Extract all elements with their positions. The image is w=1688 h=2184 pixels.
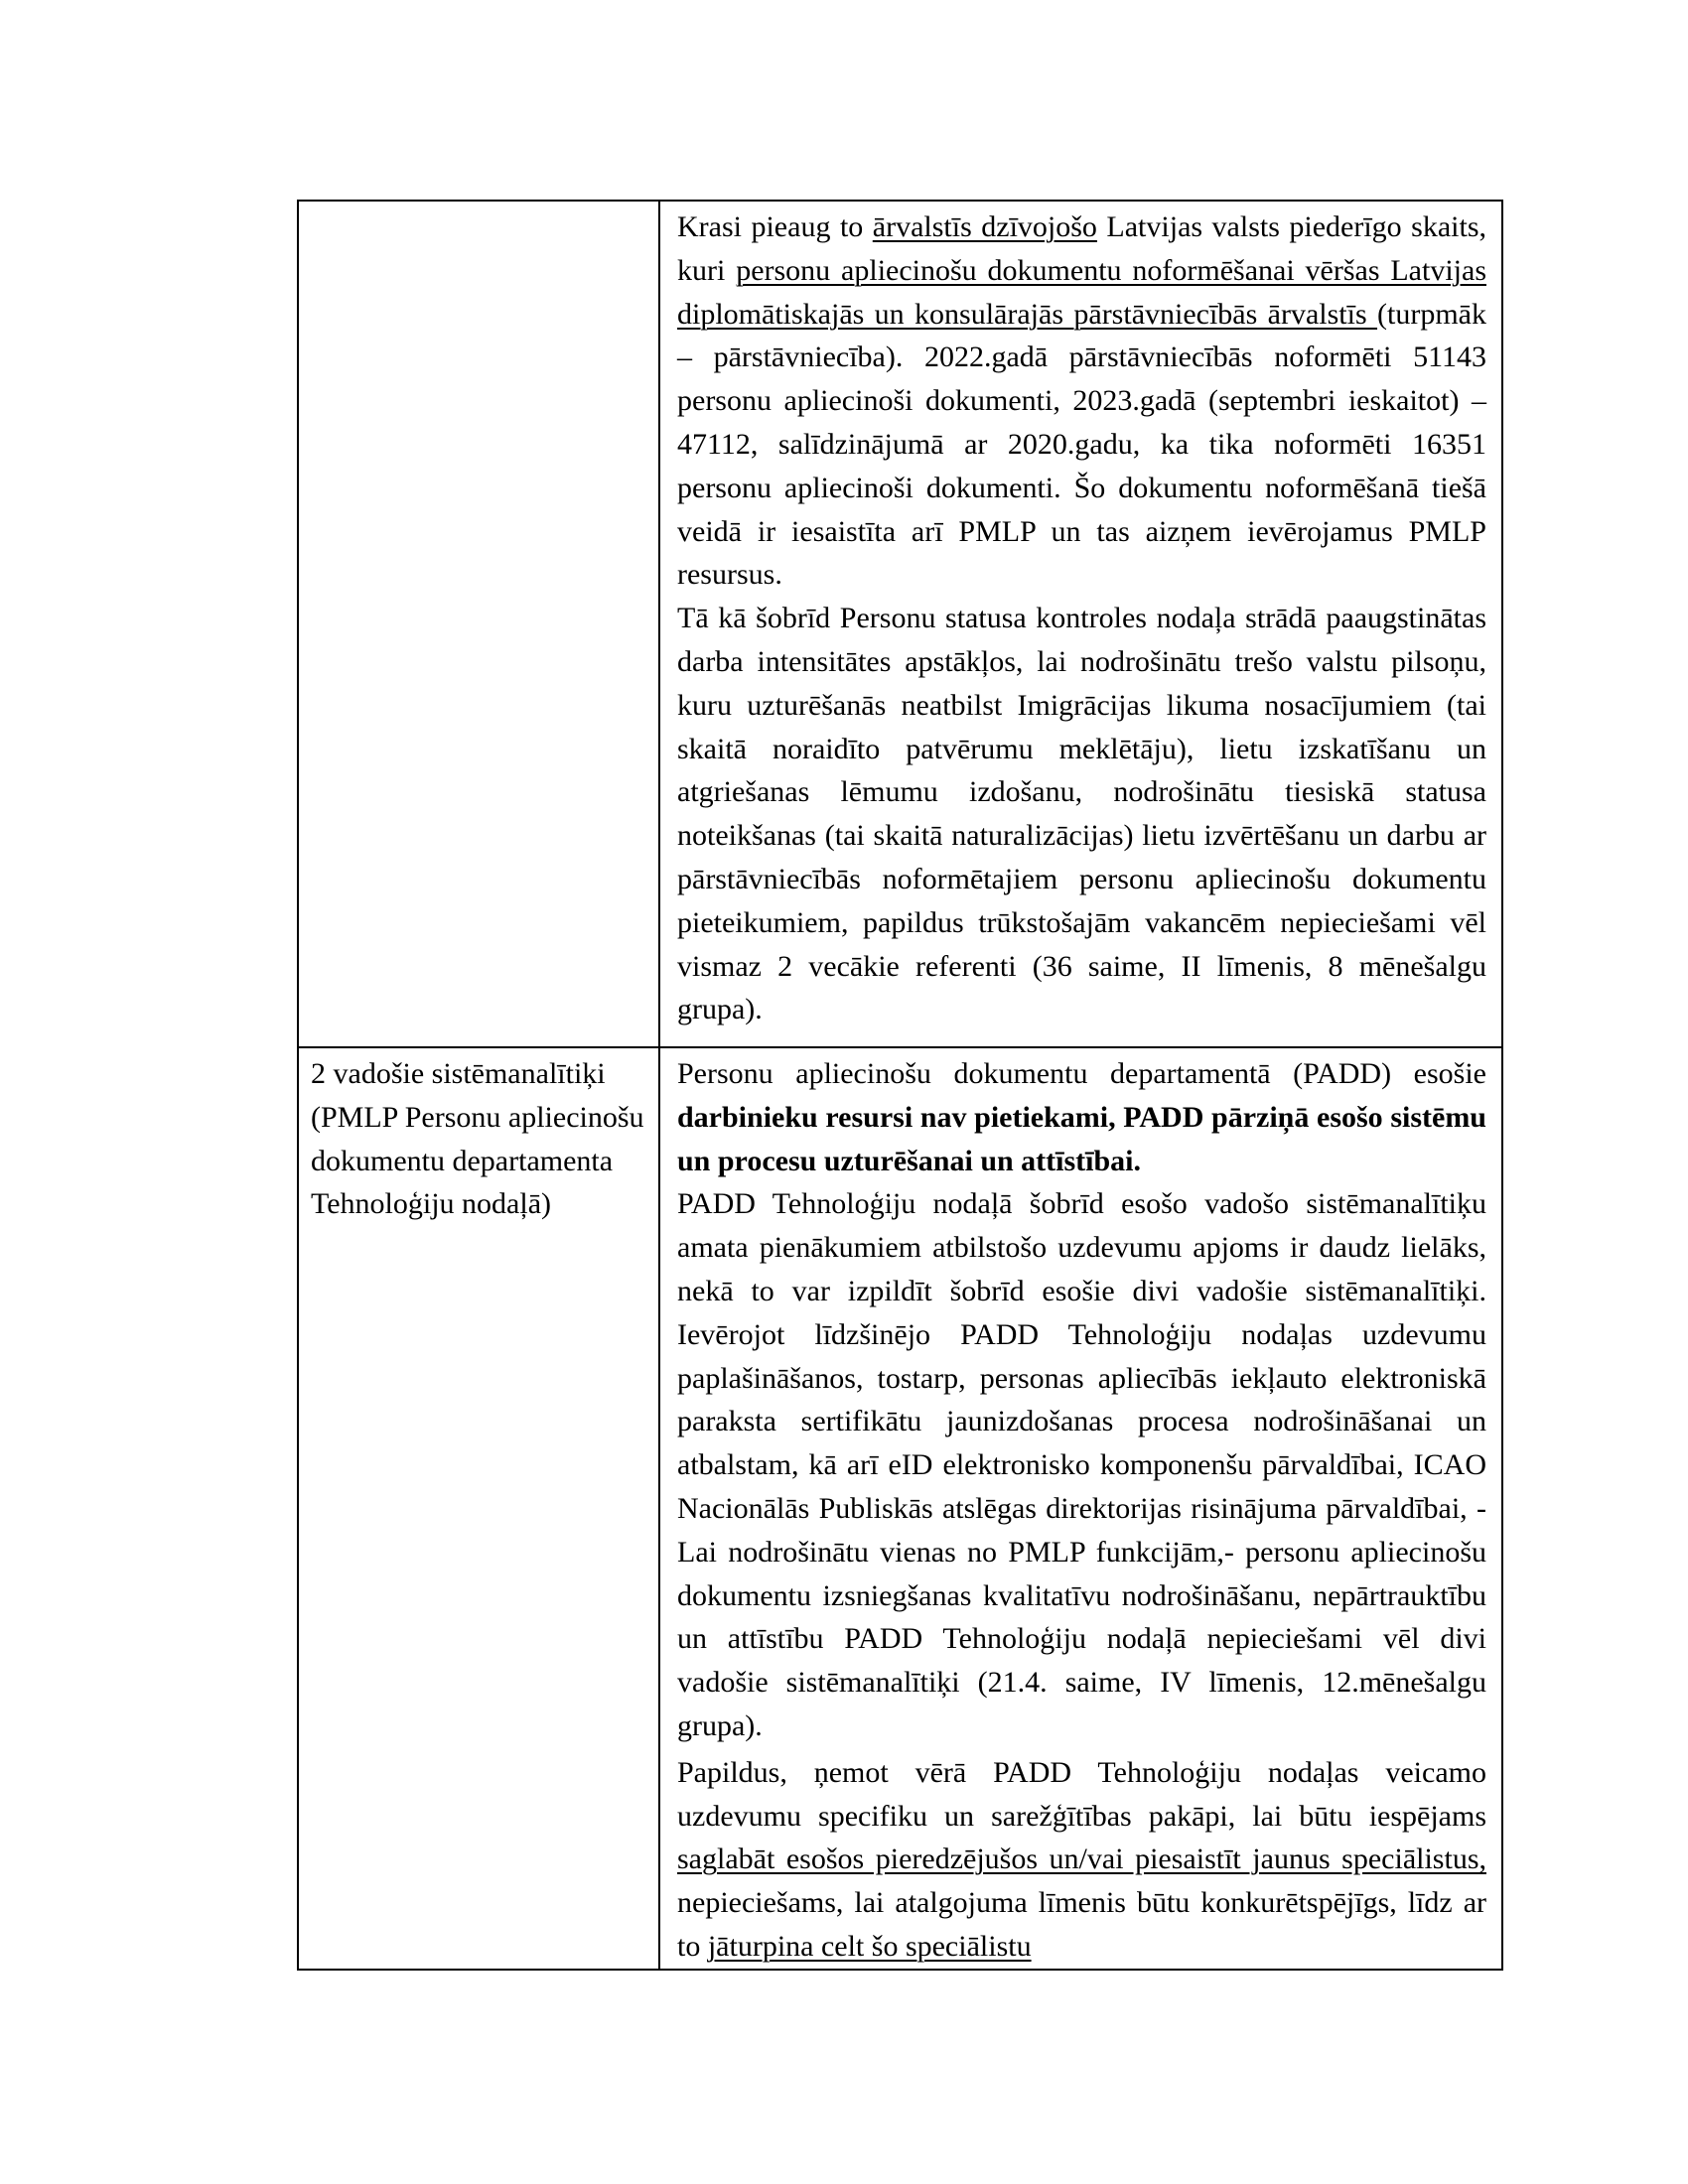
justification-paragraph [677, 1751, 1486, 1969]
text-run: nepieciešams, lai atalgojuma līmenis būtu konkurētspējīgs, līdz ar to [677, 1886, 1486, 1963]
justification-paragraph [677, 1182, 1486, 1747]
justification-cell [659, 201, 1502, 1047]
underlined-text: saglabāt esošos pieredzējušos un/vai piesaistīt jaunus speciālistus, [677, 1843, 1486, 1876]
justification-paragraph [677, 597, 1486, 1031]
text-run: Krasi pieaug to [677, 210, 873, 243]
bold-text: darbinieku resursi nav pietiekami, PADD pārziņā esošo sistēmu un procesu uzturēšanai un attīstībai. [677, 1100, 1486, 1177]
justification-cell [659, 1047, 1502, 1970]
position-cell [298, 201, 659, 1047]
table-row [298, 1047, 1502, 1970]
underlined-text: ārvalstīs dzīvojošo [872, 210, 1097, 243]
justification-table [297, 200, 1503, 1971]
text-run: Latvijas valsts piederīgo skaits, kuri [677, 210, 1487, 287]
text-run: (turpmāk – pārstāvniecība). 2022.gadā pārstāvniecībās noformēti 51143 personu apliecinoši dokumenti, 2023.gadā (septembri ieskaitot) – 47112, salīdzinājumā ar 2020.gadu, ka tika noformēti 16351 personu apliecinoši dokumenti. Šo dokumentu noformēšanā tiešā veidā ir iesaistīta arī PMLP un tas aizņem ievērojamus PMLP resursus. [677, 297, 1486, 592]
underlined-text: jāturpina celt šo speciālistu [707, 1929, 1032, 1963]
position-label: 2 vadošie sistēmanalītiķi (PMLP Personu apliecinošu dokumentu departamenta Tehnoloģiju nodaļā) [311, 1057, 644, 1221]
text-run: Papildus, ņemot vērā PADD Tehnoloģiju nodaļas veicamo uzdevumu specifiku un sarežģītības pakāpi, lai būtu iespējams [677, 1755, 1486, 1833]
justification-paragraph [677, 205, 1486, 597]
text-run: PADD Tehnoloģiju nodaļā šobrīd esošo vadošo sistēmanalītiķu amata pienākumiem atbilstošo uzdevumu apjoms ir daudz lielāks, nekā to var izpildīt šobrīd esošie divi vadošie sistēmanalītiķi. Ievērojot līdzšinējo PADD Tehnoloģiju nodaļas uzdevumu paplašināšanos, tostarp, personas apliecībās iekļauto elektroniskā paraksta sertifikātu jaunizdošanas procesa nodrošināšanai un atbalstam, kā arī eID elektronisko komponenšu pārvaldībai, ICAO Nacionālās Publiskās atslēgas direktorijas risinājuma pārvaldībai, - Lai nodrošinātu vienas no PMLP funkcijām,- personu apliecinošu dokumentu izsniegšanas kvalitatīvu nodrošināšanu, nepārtrauktību un attīstību PADD Tehnoloģiju nodaļā nepieciešami vēl divi vadošie sistēmanalītiķi (21.4. saime, IV līmenis, 12.mēnešalgu grupa). [677, 1187, 1486, 1742]
justification-paragraph [677, 1052, 1486, 1182]
position-cell [298, 1047, 659, 1970]
text-run: Personu apliecinošu dokumentu departamentā (PADD) esošie [677, 1057, 1486, 1090]
underlined-text: personu apliecinošu dokumentu noformēšanai vēršas Latvijas diplomātiskajās un konsulārajās pārstāvniecībās ārvalstīs [677, 253, 1486, 331]
text-run: Tā kā šobrīd Personu statusa kontroles nodaļa strādā paaugstinātas darba intensitātes apstākļos, lai nodrošinātu trešo valstu pilsoņu, kuru uzturēšanās neatbilst Imigrācijas likuma nosacījumiem (tai skaitā noraidīto patvērumu meklētāju), lietu izskatīšanu un atgriešanas lēmumu izdošanu, nodrošinātu tiesiskā statusa noteikšanas (tai skaitā naturalizācijas) lietu izvērtēšanu un darbu ar pārstāvniecībās noformētajiem personu apliecinošu dokumentu pieteikumiem, papildus trūkstošajām vakancēm nepieciešami vēl vismaz 2 vecākie referenti (36 saime, II līmenis, 8 mēnešalgu grupa). [677, 602, 1486, 1026]
table-row [298, 201, 1502, 1047]
